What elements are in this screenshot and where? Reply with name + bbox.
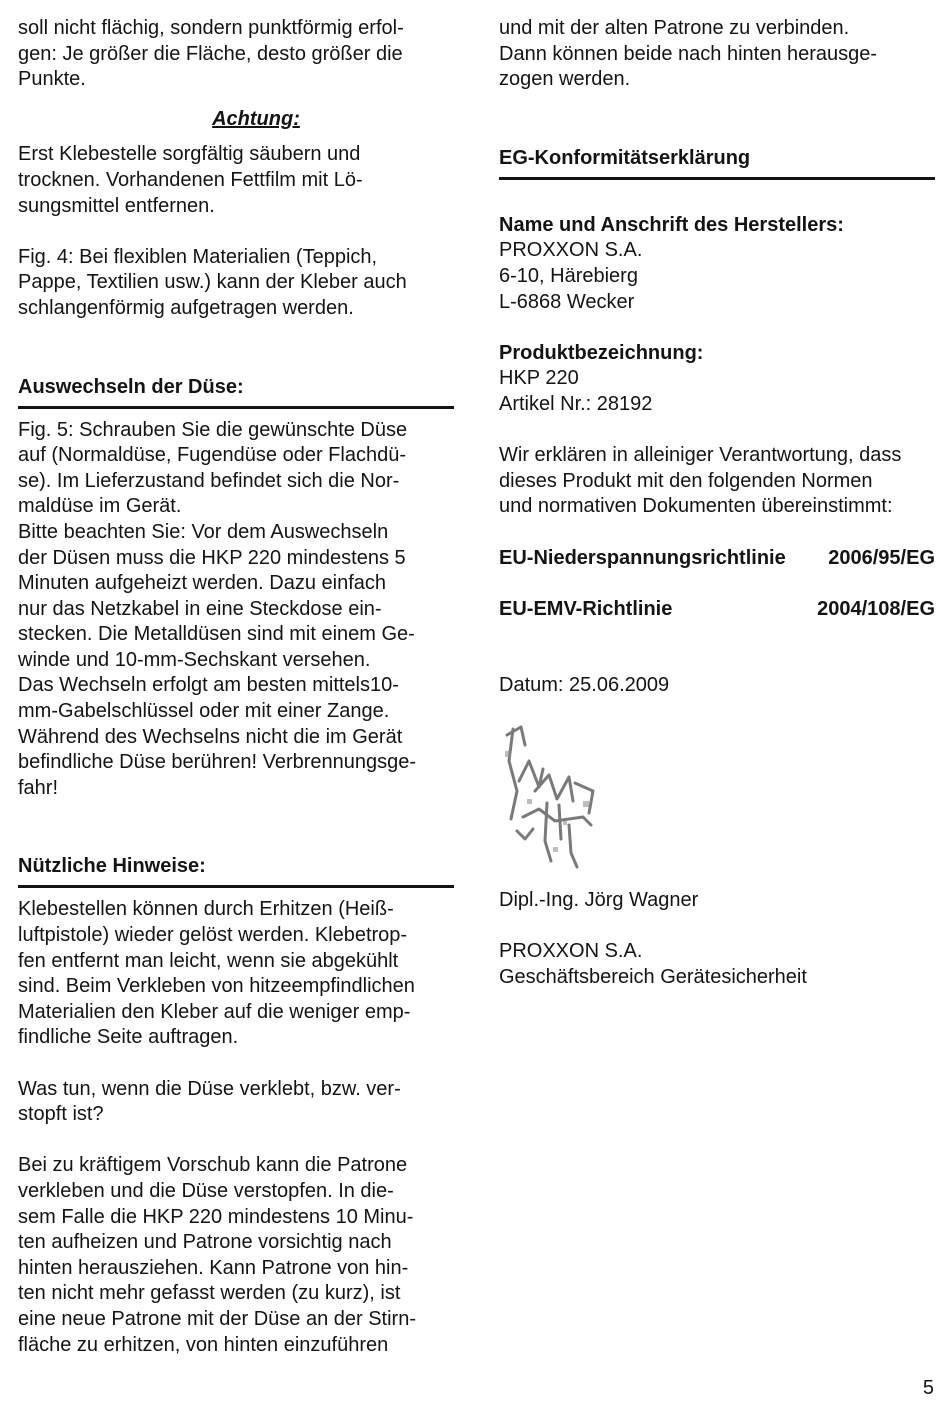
norm-row-low-voltage: EU-Niederspannungsrichtlinie 2006/95/EG [499, 546, 935, 569]
signature-image [499, 721, 609, 871]
duse-section-heading: Auswechseln der Düse: [18, 374, 454, 409]
norm-row-emc: EU-EMV-Richtlinie 2004/108/EG [499, 597, 935, 620]
continuation-paragraph: und mit der alten Patrone zu verbinden. Dann können beide nach hinten herausge- zogen werden. [499, 17, 878, 91]
fig4-paragraph: Fig. 4: Bei flexiblen Materialien (Teppich, Pappe, Textilien usw.) kann der Kleber auch schlangenförmig aufgetragen werden. [18, 245, 407, 319]
hinweise-paragraph-2: Was tun, wenn die Düse verklebt, bzw. ver- stopft ist? [18, 1077, 401, 1126]
signer-name: Dipl.-Ing. Jörg Wagner [499, 888, 699, 911]
duse-paragraph: Fig. 5: Schrauben Sie die gewünschte Düse auf (Normaldüse, Fugendüse oder Flachdü- se). Im Lieferzustand befindet sich die Nor- maldüse im Gerät. Bitte beachten Sie: Vor dem Auswechseln der Düsen muss die HKP 220 mindestens 5 Minuten aufgeheizt werden. Dazu einfach nur das Netzkabel in eine Steckdose ein- stecken. Die Metalldüsen sind mit einem Ge- winde und 10-mm-Sechskant versehen. Das Wechseln erfolgt am besten mittels10- mm-Gabelschlüssel oder mit einer Zange. Während des Wechselns nicht die im Gerät befindliche Düse berühren! Verbrennungsge- fahr! [18, 418, 417, 799]
achtung-paragraph: Erst Klebestelle sorgfältig säubern und trocknen. Vorhandenen Fettfilm mit Lö- sungsmittel entfernen. [18, 143, 363, 217]
declaration-paragraph: Wir erklären in alleiniger Verantwortung, dass dieses Produkt mit den folgenden Normen und normativen Dokumenten übereinstimmt: [499, 444, 902, 518]
right-column [499, 16, 935, 990]
company-block: PROXXON S.A. Geschäftsbereich Gerätesicherheit [499, 940, 807, 988]
manufacturer-label: Name und Anschrift des Herstellers: [499, 213, 844, 236]
product-label: Produktbezeichnung: [499, 341, 704, 364]
left-column [18, 16, 454, 1358]
manufacturer-block: Name und Anschrift des Herstellers: PROXXON S.A. 6-10, Härebierg L-6868 Wecker [499, 213, 935, 315]
date-line: Datum: 25.06.2009 [499, 674, 670, 697]
achtung-heading: Achtung: [212, 107, 300, 130]
product-block: Produktbezeichnung: HKP 220 Artikel Nr.: 28192 [499, 341, 935, 418]
intro-paragraph: soll nicht flächig, sondern punktförmig erfol- gen: Je größer die Fläche, desto größer die Punkte. [18, 17, 404, 91]
page-number: 5 [922, 1377, 934, 1399]
hinweise-paragraph-1: Klebestellen können durch Erhitzen (Heiß- luftpistole) wieder gelöst werden. Klebetrop- fen entfernt man leicht, wenn sie abgekühlt sind. Beim Verkleben von hitzeempfindlichen Materialien den Kleber auf die weniger emp- findliche Seite auftragen. [18, 898, 415, 1049]
hinweise-paragraph-3: Bei zu kräftigem Vorschub kann die Patrone verkleben und die Düse verstopfen. In die- sem Falle die HKP 220 mindestens 10 Minu- ten aufheizen und Patrone vorsichtig nach hinten herausziehen. Kann Patrone von hin- ten nicht mehr gefasst werden (zu kurz), ist eine neue Patrone mit der Düse an der Stirn- fläche zu erhitzen, von hinten einzuführen [18, 1154, 416, 1356]
conformity-heading: EG-Konformitätserklärung [499, 145, 935, 180]
hinweise-section-heading: Nützliche Hinweise: [18, 853, 454, 888]
